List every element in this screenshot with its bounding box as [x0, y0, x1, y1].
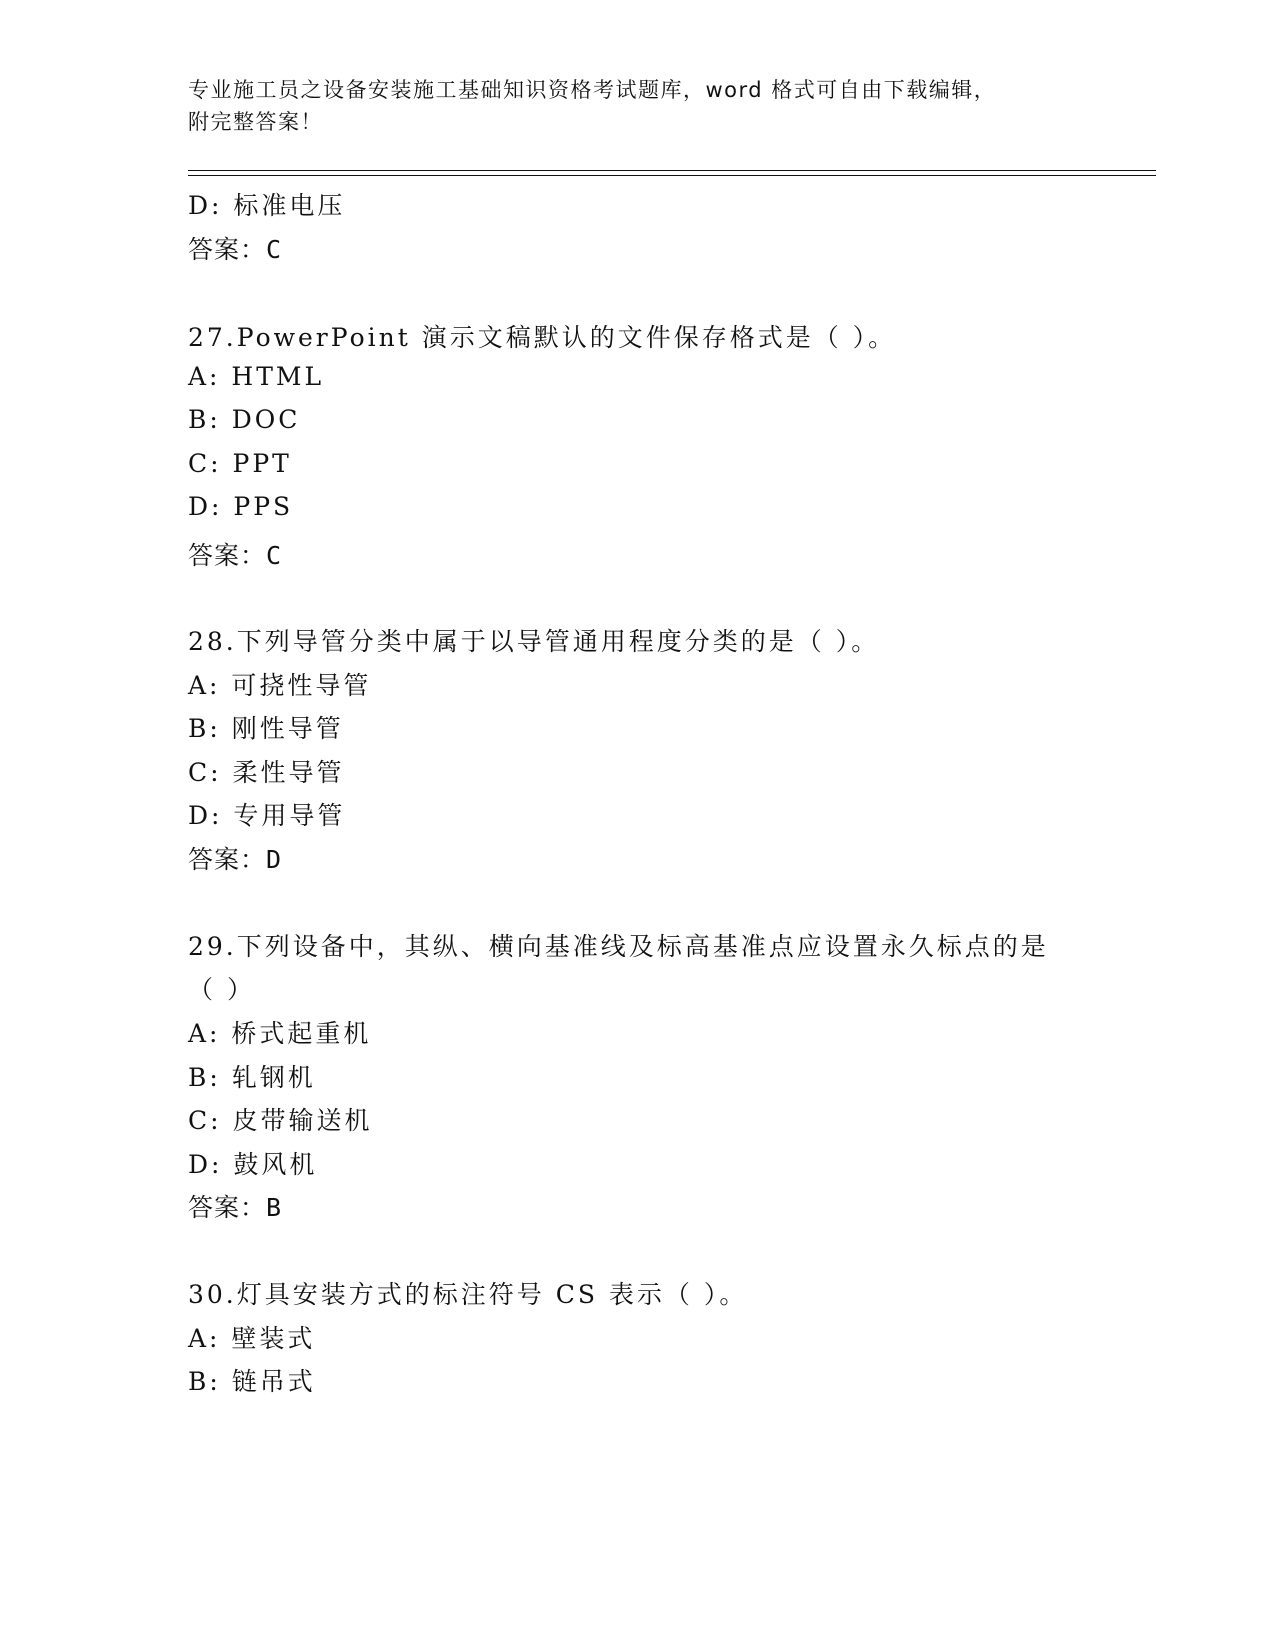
question-28-answer	[188, 840, 282, 876]
answer-label: 答案：	[188, 541, 267, 570]
question-30-stem: 30.灯具安装方式的标注符号 CS 表示（ ）。	[188, 1280, 748, 1309]
question-27-option-b: B: DOC	[188, 405, 301, 434]
question-29-answer	[188, 1188, 282, 1224]
question-27-option-a: A: HTML	[188, 362, 325, 391]
answer-value: C	[266, 541, 283, 570]
question-29-option-d: D: 鼓风机	[188, 1150, 318, 1179]
header-rule-bottom	[188, 175, 1156, 176]
question-30-option-a: A: 壁装式	[188, 1324, 316, 1353]
question-28-option-c: C: 柔性导管	[188, 758, 345, 787]
header-line-1: 专业施工员之设备安装施工基础知识资格考试题库，word 格式可自由下载编辑，	[188, 78, 997, 102]
question-29-option-c: C: 皮带输送机	[188, 1106, 373, 1135]
answer-value: D	[266, 845, 283, 874]
question-29-option-b: B: 轧钢机	[188, 1063, 316, 1092]
option-d-prev: D: 标准电压	[188, 191, 346, 220]
question-27-stem: 27.PowerPoint 演示文稿默认的文件保存格式是（ ）。	[188, 323, 897, 352]
answer-value: C	[266, 235, 283, 264]
question-27-answer	[188, 536, 282, 572]
answer-label: 答案：	[188, 845, 267, 874]
answer-label: 答案：	[188, 235, 267, 264]
document-header	[188, 74, 1088, 138]
question-28-option-b: B: 刚性导管	[188, 714, 344, 743]
question-27-option-c: C: PPT	[188, 449, 292, 478]
question-29-stem: 29.下列设备中，其纵、横向基准线及标高基准点应设置永久标点的是	[188, 932, 1049, 961]
question-28-stem: 28.下列导管分类中属于以导管通用程度分类的是（ ）。	[188, 627, 880, 656]
header-rule-top	[188, 170, 1156, 171]
question-29-option-a: A: 桥式起重机	[188, 1019, 372, 1048]
question-27-option-d: D: PPS	[188, 492, 294, 521]
answer-prev	[188, 230, 282, 266]
question-29-stem-continued: （ ）	[188, 975, 255, 1004]
question-28-option-a: A: 可挠性导管	[188, 671, 372, 700]
question-30-option-b: B: 链吊式	[188, 1367, 316, 1396]
answer-label: 答案：	[188, 1193, 267, 1222]
question-28-option-d: D: 专用导管	[188, 801, 346, 830]
header-line-2: 附完整答案！	[188, 110, 323, 134]
answer-value: B	[266, 1193, 283, 1222]
